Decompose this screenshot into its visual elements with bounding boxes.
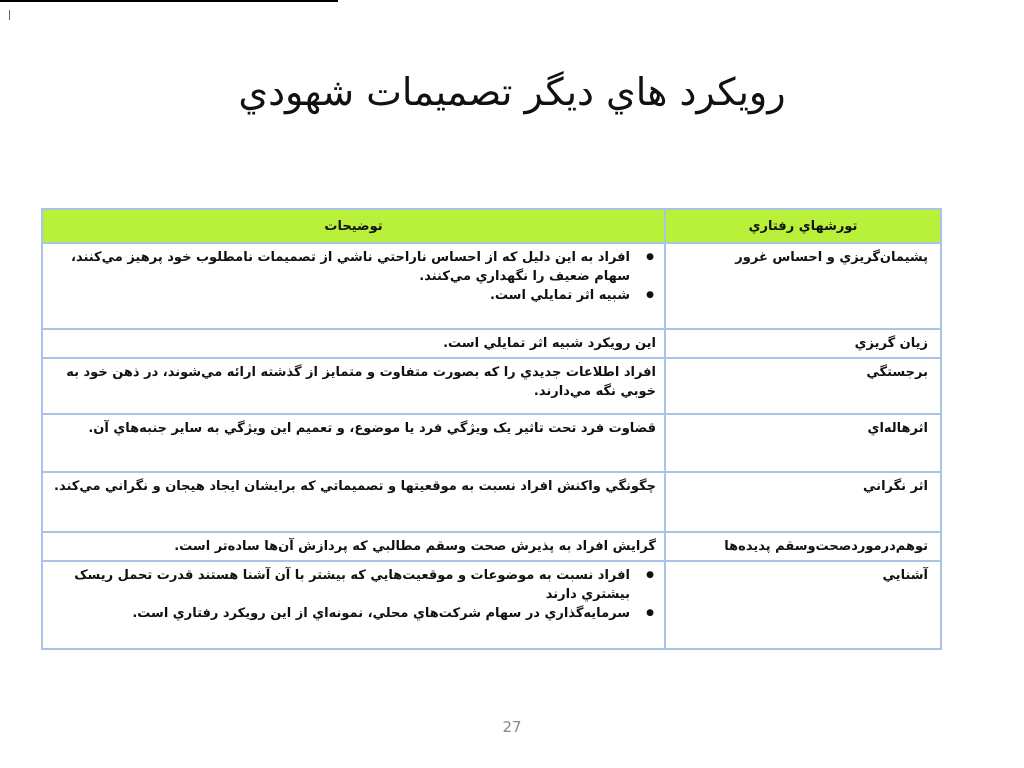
bias-cell: آشنايي [665,561,941,649]
header-bias: تورشهاي رفتاري [665,209,941,243]
table-row [42,414,941,472]
description-cell: اين رويكرد شبيه اثر تمايلي است. [42,329,665,358]
description-cell: افراد اطلاعات جديدي را كه بصورت متفاوت و متمايز از گذشته ارائه مي‌شوند، در ذهن خود به خوبي نگه مي‌دارند. [42,358,665,414]
description-cell: گرايش افراد به پذيرش صحت وسقم مطالبي كه پردازش آن‌ها ساده‌تر است. [42,532,665,561]
page-number: 27 [502,718,522,736]
bullet-item: ● شبيه اثر تمايلي است. [51,286,630,305]
table-row [42,561,941,649]
table-header-row [42,209,941,243]
corner-mark [9,10,10,20]
description-cell: قضاوت فرد تحت تاثير يک ويژگي فرد يا موضوع، و تعميم اين ويژگي به ساير جنبه‌هاي آن. [42,414,665,472]
table-row [42,329,941,358]
bias-cell: اثرهاله‌اي [665,414,941,472]
bullet-item: ● افراد به اين دليل كه از احساس ناراحتي ناشي از تصميمات نامطلوب خود پرهيز مي‌كنند، سهام ضعيف را نگهداري مي‌كنند. [51,248,630,286]
bias-cell: برجستگي [665,358,941,414]
description-cell [42,243,665,329]
table-row [42,243,941,329]
bias-cell: زيان گريزي [665,329,941,358]
bullet-list [51,566,656,623]
table-row [42,472,941,532]
bullet-item: ● افراد نسبت به موضوعات و موقعيت‌هايي كه بيشتر با آن آشنا هستند قدرت تحمل ريسک بيشتري دارند [51,566,630,604]
top-rule [0,0,338,2]
bullet-item: ● سرمايه‌گذاري در سهام شركت‌هاي محلي، نمونه‌اي از اين رويكرد رفتاري است. [51,604,630,623]
table-row [42,532,941,561]
bullet-list [51,248,656,305]
header-description: توضيحات [42,209,665,243]
biases-table [41,208,942,650]
bias-cell: پشيمان‌گريزي و احساس غرور [665,243,941,329]
bias-cell: توهم‌درموردصحت‌وسقم پديده‌ها [665,532,941,561]
description-cell: چگونگي واكنش افراد نسبت به موقعيتها و تصميماتي كه برايشان ايجاد هيجان و نگراني مي‌كند. [42,472,665,532]
table-row [42,358,941,414]
bias-cell: اثر نگراني [665,472,941,532]
slide-title: رويكرد هاي ديگر تصميمات شهودي [238,70,786,114]
description-cell [42,561,665,649]
